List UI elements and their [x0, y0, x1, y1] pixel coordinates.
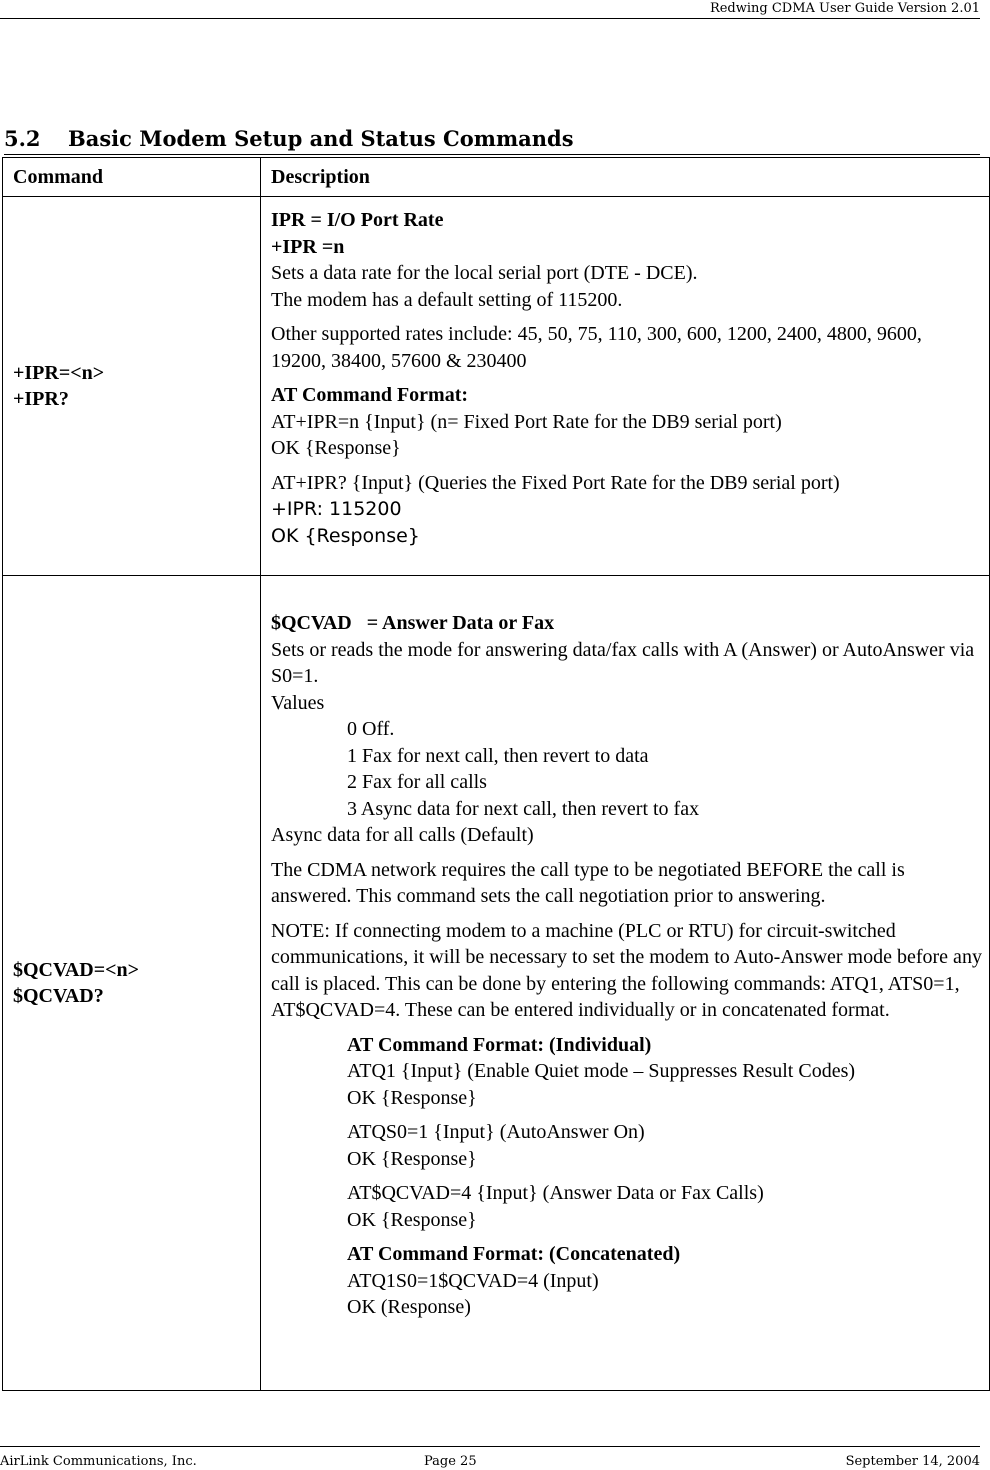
command-response: OK {Response} — [347, 1086, 477, 1109]
command-example: ATQS0=1 {Input} (AutoAnswer On) — [347, 1121, 645, 1143]
command-response: OK {Response} — [271, 524, 420, 547]
section-title-text: Basic Modem Setup and Status Commands — [68, 126, 574, 151]
command-response: OK (Response) — [347, 1296, 471, 1318]
command-example: ATQ1S0=1$QCVAD=4 (Input) — [347, 1269, 599, 1292]
command-example: AT+IPR=n {Input} (n= Fixed Port Rate for the DB9 serial port) — [271, 410, 782, 433]
command-name: $QCVAD? — [13, 985, 104, 1007]
table-header-row — [3, 158, 990, 197]
footer-company: AirLink Communications, Inc. — [0, 1454, 197, 1469]
values-label: Values — [271, 691, 325, 714]
note: NOTE: If connecting modem to a machine (PLC or RTU) for circuit-switched communications, it will be necessary to set the modem to Auto-Answer mode before any call is placed. This can be done by entering the following commands: ATQ1, ATS0=1, AT$QCVAD=4. These can be entered individually or in concatenated format. — [271, 919, 982, 1021]
format-label: AT Command Format: (Individual) — [347, 1033, 652, 1056]
description-cell-qcvad — [261, 576, 990, 1391]
command-name: +IPR? — [13, 388, 69, 410]
section-number: 5.2 — [4, 126, 41, 151]
command-example: AT$QCVAD=4 {Input} (Answer Data or Fax Calls) — [347, 1182, 764, 1204]
footer-page-number: Page 25 — [424, 1454, 477, 1469]
command-name: +IPR=<n> — [13, 361, 105, 384]
value-item: Async data for all calls (Default) — [271, 824, 534, 846]
command-syntax: +IPR =n — [271, 235, 345, 258]
query-result: +IPR: 115200 — [271, 498, 402, 520]
format-label: AT Command Format: (Concatenated) — [347, 1243, 681, 1265]
description-text: Sets a data rate for the local serial port (DTE - DCE). — [271, 262, 698, 284]
description-text: Sets or reads the mode for answering data/fax calls with A (Answer) or AutoAnswer via S0=1. — [271, 638, 975, 687]
command-table — [2, 157, 990, 1391]
section-title — [4, 124, 980, 155]
value-item: 3 Async data for next call, then revert to fax — [347, 797, 700, 820]
value-item: 0 Off. — [347, 718, 395, 740]
column-header-command: Command — [3, 158, 261, 197]
command-example: ATQ1 {Input} (Enable Quiet mode – Suppresses Result Codes) — [347, 1060, 856, 1082]
description-title: IPR = I/O Port Rate — [271, 209, 444, 231]
page-header — [0, 0, 980, 19]
value-item: 2 Fax for all calls — [347, 771, 487, 793]
command-example: AT+IPR? {Input} (Queries the Fixed Port Rate for the DB9 serial port) — [271, 471, 840, 494]
column-header-description: Description — [261, 158, 990, 197]
header-text: Redwing CDMA User Guide Version 2.01 — [709, 1, 980, 16]
network-note: The CDMA network requires the call type to be negotiated BEFORE the call is answered. This command sets the call negotiation prior to answering. — [271, 858, 905, 907]
table-row — [3, 576, 990, 1391]
command-cell-qcvad — [3, 576, 261, 1391]
description-title: $QCVAD = Answer Data or Fax — [271, 612, 555, 634]
format-label: AT Command Format: — [271, 384, 469, 406]
command-response: OK {Response} — [347, 1208, 477, 1231]
value-item: 1 Fax for next call, then revert to data — [347, 744, 649, 767]
description-text: The modem has a default setting of 115200. — [271, 288, 623, 311]
command-cell-ipr — [3, 197, 261, 576]
command-response: OK {Response} — [347, 1147, 477, 1170]
page-footer — [0, 1446, 980, 1469]
description-cell-ipr — [261, 197, 990, 576]
command-name: $QCVAD=<n> — [13, 958, 140, 981]
footer-date: September 14, 2004 — [845, 1454, 980, 1469]
table-row — [3, 197, 990, 576]
command-response: OK {Response} — [271, 437, 401, 459]
supported-rates: Other supported rates include: 45, 50, 75, 110, 300, 600, 1200, 2400, 4800, 9600, 19200, 38400, 57600 & 230400 — [271, 323, 922, 372]
